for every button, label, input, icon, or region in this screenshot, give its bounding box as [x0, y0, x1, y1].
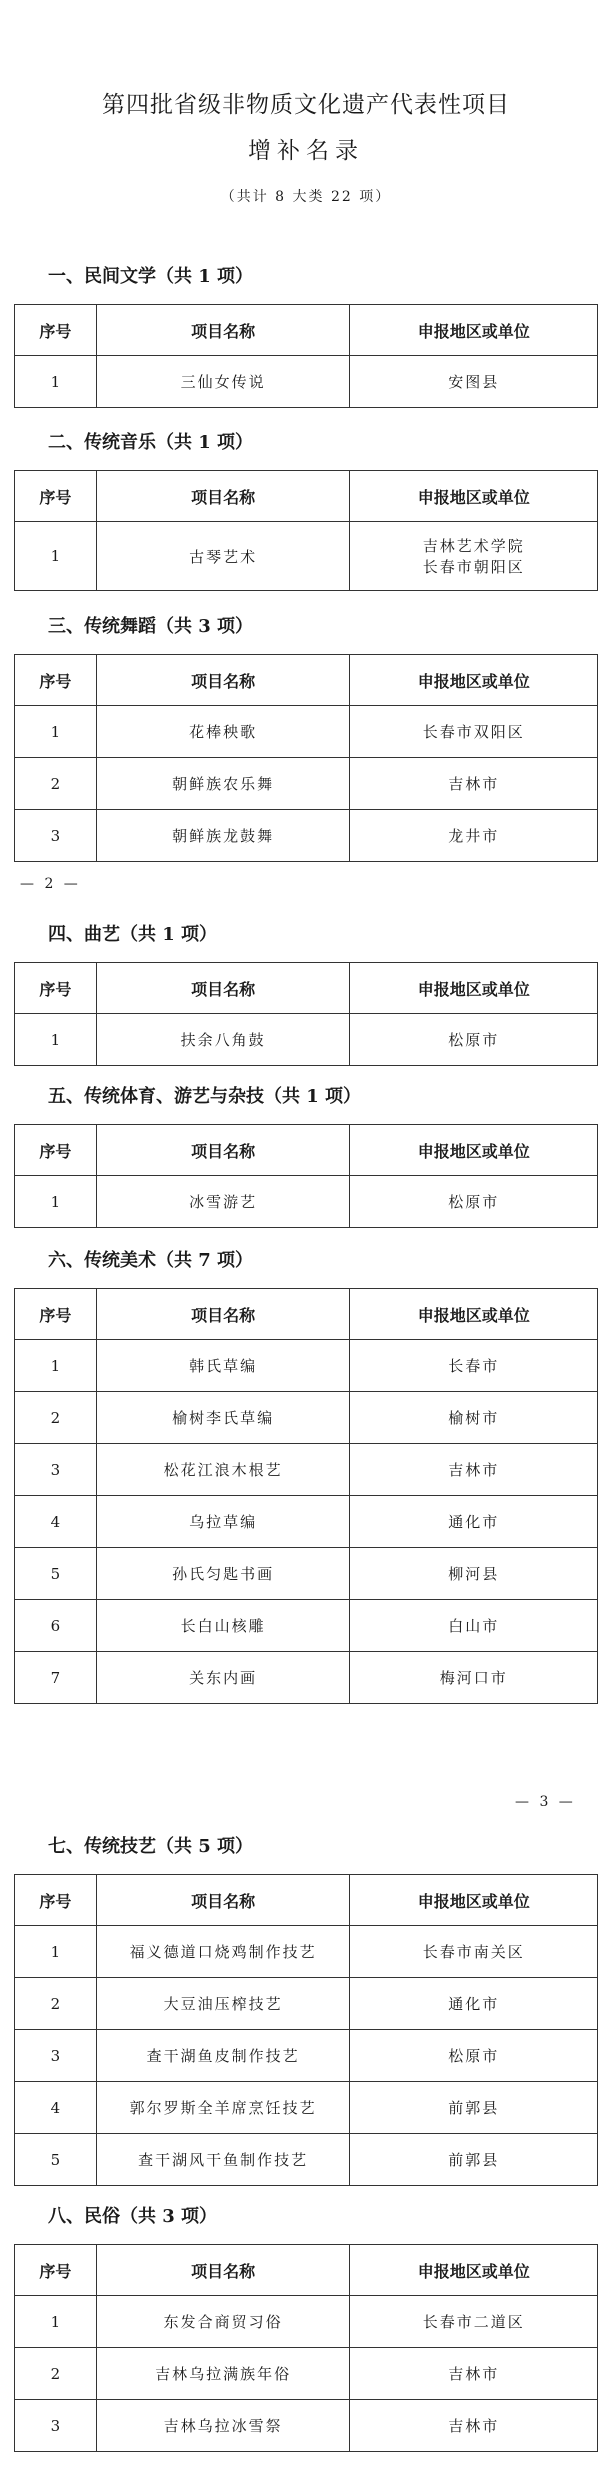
cell-seq: 1 [15, 522, 97, 591]
table-row [15, 356, 598, 408]
header-unit: 申报地区或单位 [350, 471, 598, 522]
cell-seq: 1 [15, 1340, 97, 1392]
cell-name: 长白山核雕 [96, 1600, 350, 1652]
table-header-row [15, 963, 598, 1014]
cell-name: 松花江浪木根艺 [96, 1444, 350, 1496]
cell-seq: 1 [15, 1926, 97, 1978]
cell-name: 关东内画 [96, 1652, 350, 1704]
cell-unit: 长春市双阳区 [350, 706, 598, 758]
cell-seq: 3 [15, 810, 97, 862]
section-title: 一、民间文学（共 1 项） [48, 266, 254, 287]
cell-seq: 4 [15, 2082, 97, 2134]
cell-name: 古琴艺术 [96, 522, 350, 591]
table-row [15, 2082, 598, 2134]
header-name: 项目名称 [96, 1875, 350, 1926]
header-name: 项目名称 [96, 1125, 350, 1176]
cell-name: 扶余八角鼓 [96, 1014, 350, 1066]
header-unit: 申报地区或单位 [350, 1875, 598, 1926]
section-table [14, 304, 598, 408]
table-row [15, 522, 598, 591]
cell-seq: 2 [15, 758, 97, 810]
cell-unit: 通化市 [350, 1978, 598, 2030]
page-number: — 2 — [20, 876, 81, 892]
cell-seq: 4 [15, 1496, 97, 1548]
header-unit: 申报地区或单位 [350, 2245, 598, 2296]
table-row [15, 706, 598, 758]
table-row [15, 1444, 598, 1496]
document-subtitle: （共计 8 大类 22 项） [220, 189, 392, 205]
header-seq: 序号 [15, 1125, 97, 1176]
header-seq: 序号 [15, 305, 97, 356]
header-name: 项目名称 [96, 655, 350, 706]
document-title: 第四批省级非物质文化遗产代表性项目 [102, 92, 510, 118]
table-row [15, 810, 598, 862]
cell-seq: 2 [15, 1978, 97, 2030]
table-row [15, 2296, 598, 2348]
header-seq: 序号 [15, 2245, 97, 2296]
table-header-row [15, 1289, 598, 1340]
section-table [14, 962, 598, 1066]
header-seq: 序号 [15, 471, 97, 522]
document-title-line2: 增补名录 [248, 138, 364, 164]
cell-seq: 2 [15, 2348, 97, 2400]
cell-unit: 长春市 [350, 1340, 598, 1392]
cell-unit [350, 522, 598, 591]
cell-unit: 吉林市 [350, 2400, 598, 2452]
header-unit: 申报地区或单位 [350, 305, 598, 356]
cell-unit: 松原市 [350, 1014, 598, 1066]
table-row [15, 2030, 598, 2082]
cell-name: 孙氏匀匙书画 [96, 1548, 350, 1600]
cell-name: 榆树李氏草编 [96, 1392, 350, 1444]
cell-seq: 1 [15, 706, 97, 758]
cell-unit-line1: 吉林艺术学院 [422, 537, 525, 555]
cell-unit: 松原市 [350, 1176, 598, 1228]
section-table [14, 1288, 598, 1704]
cell-name: 乌拉草编 [96, 1496, 350, 1548]
header-unit: 申报地区或单位 [350, 963, 598, 1014]
table-row [15, 2400, 598, 2452]
section-table [14, 2244, 598, 2452]
cell-unit: 榆树市 [350, 1392, 598, 1444]
cell-name: 花棒秧歌 [96, 706, 350, 758]
table-header-row [15, 305, 598, 356]
table-header-row [15, 1875, 598, 1926]
section-table [14, 470, 598, 591]
table-row [15, 1392, 598, 1444]
section-title: 六、传统美术（共 7 项） [48, 1250, 254, 1271]
cell-unit: 梅河口市 [350, 1652, 598, 1704]
header-seq: 序号 [15, 963, 97, 1014]
cell-seq: 1 [15, 1014, 97, 1066]
table-row [15, 1652, 598, 1704]
table-row [15, 1340, 598, 1392]
cell-name: 郭尔罗斯全羊席烹饪技艺 [96, 2082, 350, 2134]
cell-seq: 3 [15, 2400, 97, 2452]
table-header-row [15, 655, 598, 706]
header-name: 项目名称 [96, 471, 350, 522]
cell-unit: 前郭县 [350, 2082, 598, 2134]
table-row [15, 1600, 598, 1652]
cell-unit: 长春市南关区 [350, 1926, 598, 1978]
table-header-row [15, 1125, 598, 1176]
cell-unit-line2: 长春市朝阳区 [422, 558, 525, 576]
cell-unit: 柳河县 [350, 1548, 598, 1600]
header-unit: 申报地区或单位 [350, 655, 598, 706]
cell-name: 大豆油压榨技艺 [96, 1978, 350, 2030]
header-unit: 申报地区或单位 [350, 1289, 598, 1340]
cell-seq: 5 [15, 2134, 97, 2186]
cell-name: 冰雪游艺 [96, 1176, 350, 1228]
cell-name: 朝鲜族农乐舞 [96, 758, 350, 810]
section-table [14, 654, 598, 862]
table-row [15, 1496, 598, 1548]
cell-seq: 2 [15, 1392, 97, 1444]
table-row [15, 2134, 598, 2186]
table-row [15, 1548, 598, 1600]
cell-seq: 5 [15, 1548, 97, 1600]
cell-name: 三仙女传说 [96, 356, 350, 408]
table-row [15, 1978, 598, 2030]
section-title: 七、传统技艺（共 5 项） [48, 1836, 254, 1857]
cell-seq: 1 [15, 356, 97, 408]
cell-name: 朝鲜族龙鼓舞 [96, 810, 350, 862]
cell-unit: 吉林市 [350, 2348, 598, 2400]
section-title: 五、传统体育、游艺与杂技（共 1 项） [48, 1086, 362, 1107]
cell-name: 福义德道口烧鸡制作技艺 [96, 1926, 350, 1978]
table-row [15, 1014, 598, 1066]
cell-unit: 通化市 [350, 1496, 598, 1548]
cell-name: 吉林乌拉满族年俗 [96, 2348, 350, 2400]
table-row [15, 1926, 598, 1978]
cell-unit: 白山市 [350, 1600, 598, 1652]
cell-seq: 6 [15, 1600, 97, 1652]
cell-unit: 龙井市 [350, 810, 598, 862]
cell-name: 东发合商贸习俗 [96, 2296, 350, 2348]
header-unit: 申报地区或单位 [350, 1125, 598, 1176]
cell-name: 查干湖鱼皮制作技艺 [96, 2030, 350, 2082]
table-row [15, 758, 598, 810]
cell-unit: 吉林市 [350, 1444, 598, 1496]
section-title: 八、民俗（共 3 项） [48, 2206, 218, 2227]
header-seq: 序号 [15, 1289, 97, 1340]
page-number: — 3 — [515, 1794, 576, 1810]
header-seq: 序号 [15, 655, 97, 706]
cell-name: 查干湖风干鱼制作技艺 [96, 2134, 350, 2186]
section-title: 三、传统舞蹈（共 3 项） [48, 616, 254, 637]
header-seq: 序号 [15, 1875, 97, 1926]
section-title: 四、曲艺（共 1 项） [48, 924, 218, 945]
header-name: 项目名称 [96, 963, 350, 1014]
cell-unit: 吉林市 [350, 758, 598, 810]
section-title: 二、传统音乐（共 1 项） [48, 432, 254, 453]
table-row [15, 1176, 598, 1228]
cell-name: 吉林乌拉冰雪祭 [96, 2400, 350, 2452]
cell-unit: 松原市 [350, 2030, 598, 2082]
table-header-row [15, 2245, 598, 2296]
cell-seq: 7 [15, 1652, 97, 1704]
section-table [14, 1874, 598, 2186]
cell-seq: 1 [15, 2296, 97, 2348]
cell-unit: 前郭县 [350, 2134, 598, 2186]
table-header-row [15, 471, 598, 522]
cell-seq: 3 [15, 2030, 97, 2082]
cell-seq: 3 [15, 1444, 97, 1496]
cell-name: 韩氏草编 [96, 1340, 350, 1392]
cell-seq: 1 [15, 1176, 97, 1228]
cell-unit: 长春市二道区 [350, 2296, 598, 2348]
header-name: 项目名称 [96, 305, 350, 356]
table-row [15, 2348, 598, 2400]
section-table [14, 1124, 598, 1228]
cell-unit: 安图县 [350, 356, 598, 408]
header-name: 项目名称 [96, 1289, 350, 1340]
header-name: 项目名称 [96, 2245, 350, 2296]
